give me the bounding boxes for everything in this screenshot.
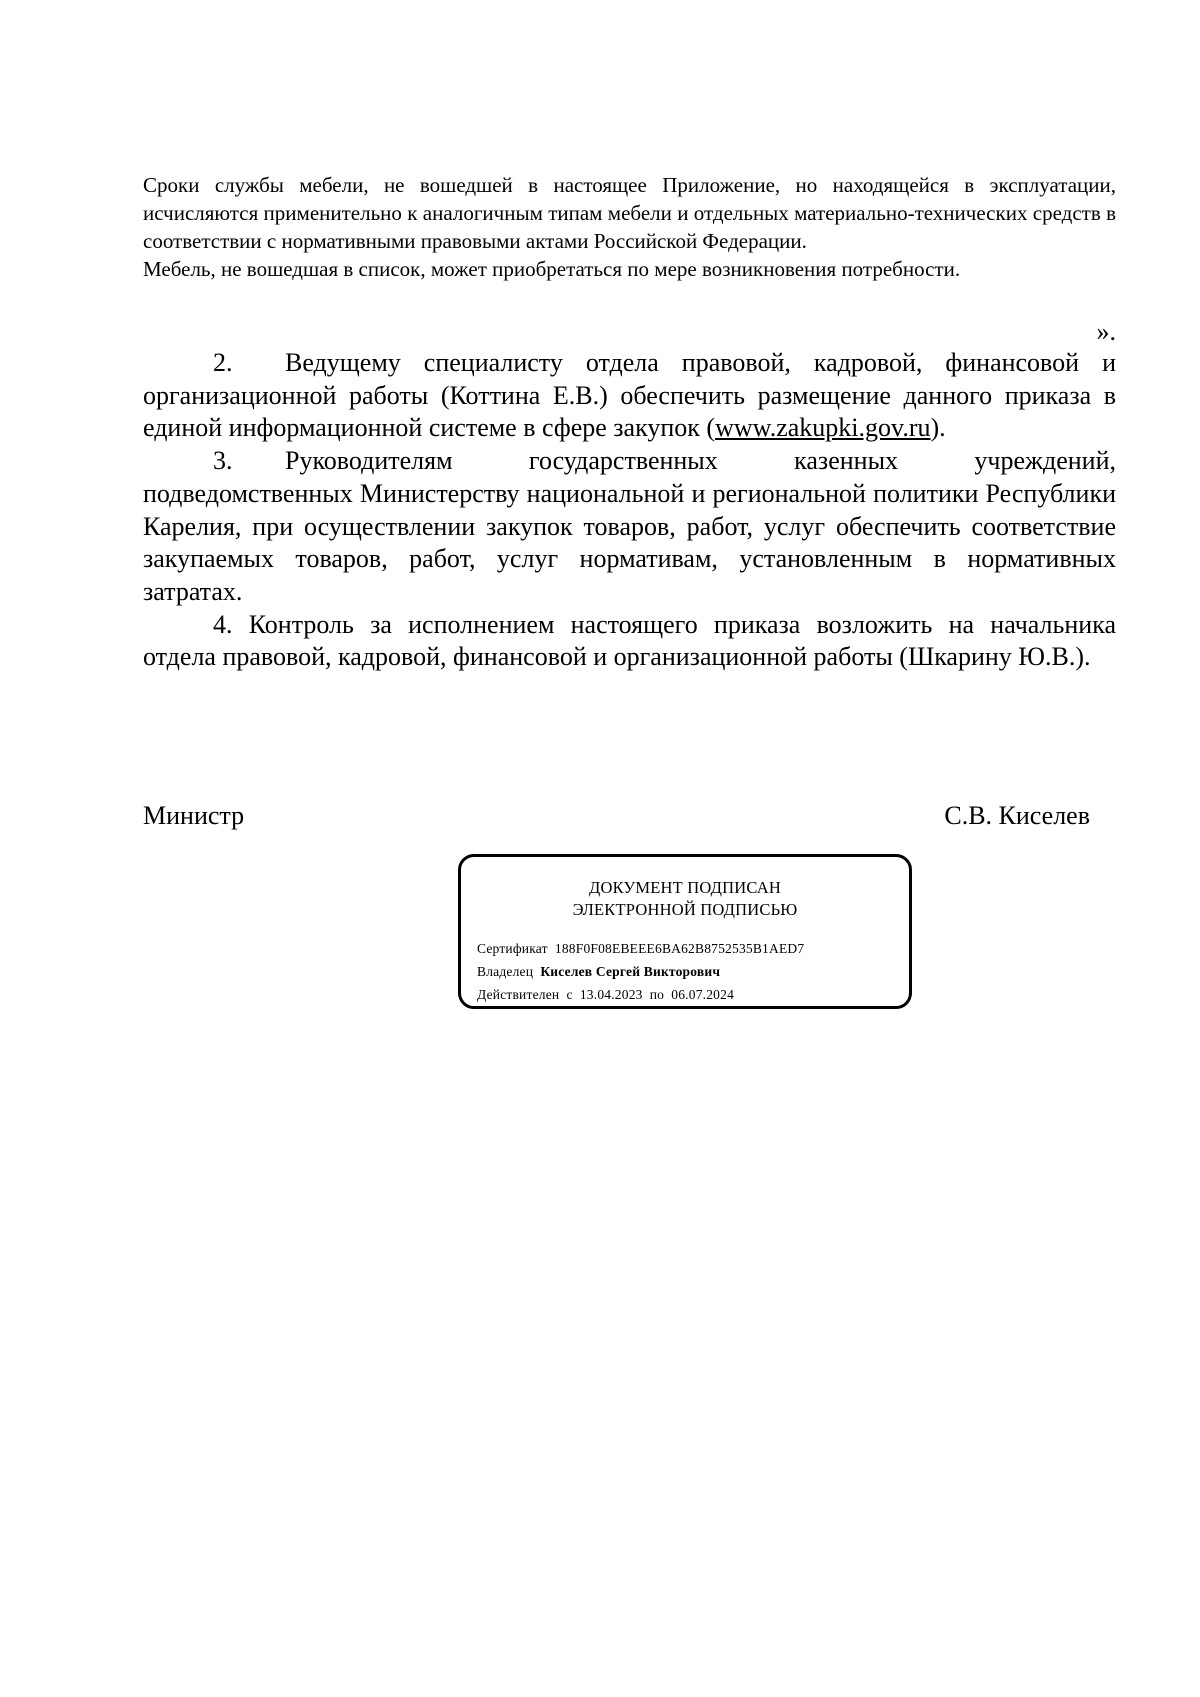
valid-label: Действителен [477,987,560,1002]
signer-name: С.В. Киселев [944,801,1090,830]
stamp-validity [477,983,804,1006]
certificate-label: Сертификат [477,941,548,956]
appendix-notes [143,171,1116,283]
signer-position: Министр [143,801,245,830]
valid-from-word: с [566,987,573,1002]
notes-paragraph-service-life: Сроки службы мебели, не вошедшей в настоящее Приложение, но находящейся в эксплуатации, исчисляются применительно к аналогичным типам мебели и отдельных материально-технических средств в соответствии с нормативными правовыми актами Российской Федерации. [143,173,1116,253]
order-items [143,347,1116,674]
item-number: 2. [213,348,233,377]
stamp-owner [477,960,804,983]
valid-to-word: по [649,987,665,1002]
zakupki-link[interactable]: www.zakupki.gov.ru [715,413,931,443]
valid-from: 13.04.2023 [579,987,643,1002]
item-text: Руководителям государственных казенных учреждений, подведомственных Министерству национальной и региональной политики Республики Карелия, при осуществлении закупок товаров, работ, услуг обеспечить соответствие закупаемых товаров, работ, услуг нормативам, установленным в нормативных затратах. [143,446,1116,606]
order-item-2 [143,347,1116,445]
stamp-title-line1: ДОКУМЕНТ ПОДПИСАН [589,878,781,897]
certificate-value: 188F0F08EBEEE6BA62B8752535B1AED7 [554,941,805,956]
electronic-signature-stamp [458,854,912,1009]
stamp-title-line2: ЭЛЕКТРОННОЙ ПОДПИСЬЮ [572,900,798,919]
stamp-details [477,937,804,1006]
item-text: Контроль за исполнением настоящего приказа возложить на начальника отдела правовой, кадровой, финансовой и организационной работы (Шкарину Ю.В.). [143,609,1116,672]
item-text-end: ). [930,413,946,443]
item-number: 4. [213,609,233,639]
closing-quote: ». [1096,317,1116,346]
item-number: 3. [213,446,233,476]
item-text: Ведущему специалисту отдела правовой, кадровой, финансовой и организационной работы (Коттина Е.В.) обеспечить размещение данного приказа в единой информационной системе в сфере закупок ( [143,348,1116,443]
order-item-4 [143,609,1116,674]
stamp-title [461,877,909,921]
valid-to: 06.07.2024 [671,987,735,1002]
order-item-3 [143,445,1116,609]
stamp-certificate [477,937,804,960]
owner-value: Киселев Сергей Викторович [540,964,721,979]
owner-label: Владелец [477,964,534,979]
notes-paragraph-furniture-purchase: Мебель, не вошедшая в список, может приобретаться по мере возникновения потребности. [143,257,961,281]
